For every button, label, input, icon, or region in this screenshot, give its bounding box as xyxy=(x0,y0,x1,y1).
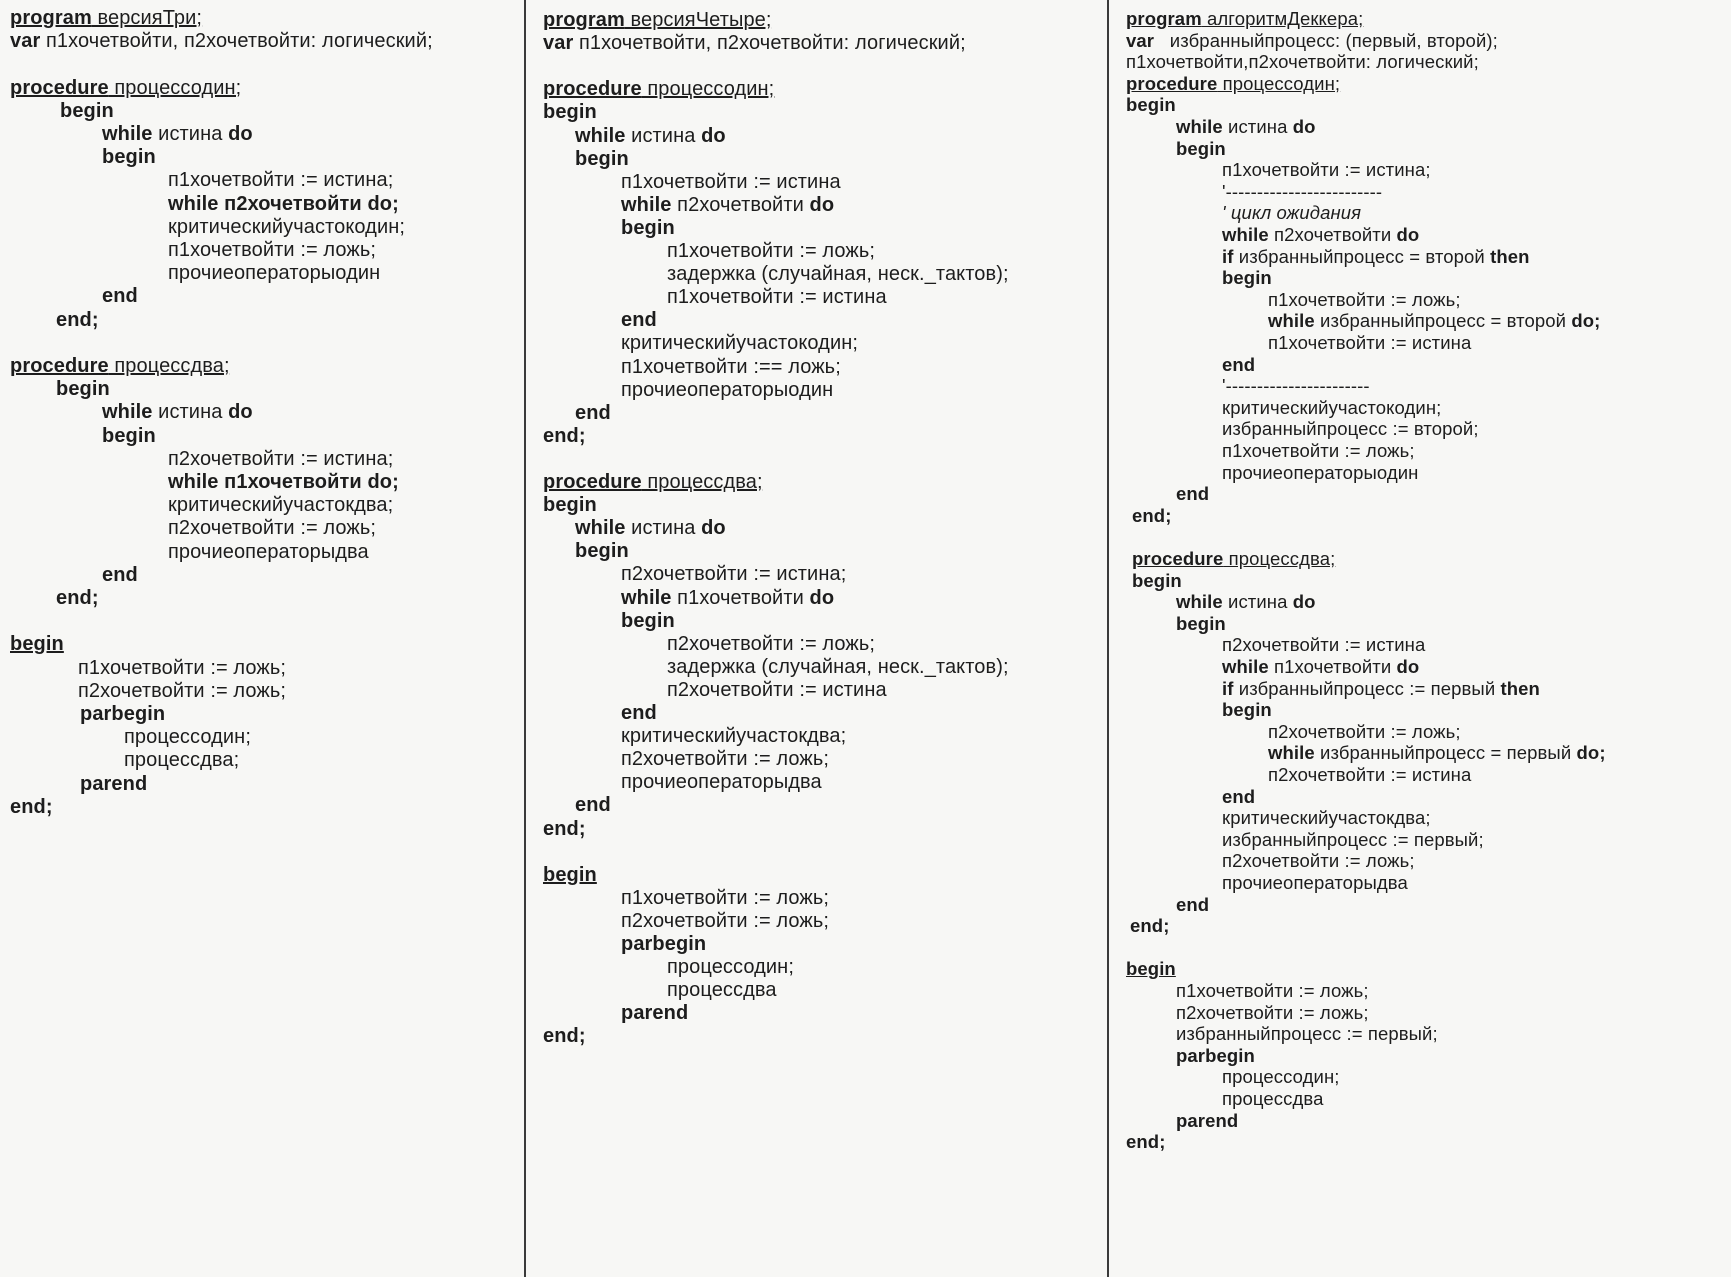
code-line xyxy=(1176,612,1226,634)
code-keyword: parbegin xyxy=(1176,1044,1255,1066)
code-keyword: while xyxy=(1176,116,1223,137)
code-text: критическийучастокдва; xyxy=(621,725,847,748)
code-line xyxy=(1126,29,1498,51)
code-line xyxy=(10,356,230,376)
code-text: п1хочетвойти xyxy=(1268,656,1397,677)
code-text: п2хочетвойти := ложь; xyxy=(1222,850,1415,872)
code-line xyxy=(102,402,253,422)
code-line xyxy=(621,172,841,192)
code-keyword: var xyxy=(543,32,574,55)
code-line xyxy=(621,310,657,330)
code-keyword: while xyxy=(621,193,672,216)
code-keyword: while п2хочетвойти do; xyxy=(168,192,399,215)
code-text: п2хочетвойти := истина xyxy=(1268,764,1472,785)
code-line xyxy=(543,472,763,492)
code-text: избранныйпроцесс = второй xyxy=(1233,245,1491,267)
code-text: п1хочетвойти,п2хочетвойти: логический; xyxy=(1126,51,1479,73)
code-line xyxy=(621,888,829,908)
code-keyword: do xyxy=(1292,591,1316,613)
code-line xyxy=(168,472,399,492)
code-keyword: while xyxy=(1268,310,1315,332)
code-line xyxy=(56,310,99,330)
code-keyword: procedure xyxy=(543,471,642,493)
code-line xyxy=(543,865,597,885)
code-text: п1хочетвойти := истина; xyxy=(1222,159,1431,181)
code-line xyxy=(124,727,251,747)
code-keyword: begin xyxy=(543,494,597,517)
code-line xyxy=(1126,960,1176,979)
code-text: процессодин; xyxy=(124,726,251,749)
code-line xyxy=(124,750,239,770)
code-line xyxy=(168,518,376,538)
code-keyword: while xyxy=(575,517,626,540)
code-line xyxy=(102,565,138,585)
code-keyword: end; xyxy=(1130,915,1170,937)
code-line xyxy=(168,495,393,515)
code-keyword: program xyxy=(1126,8,1202,29)
code-keyword: end xyxy=(1222,785,1256,807)
code-keyword: begin xyxy=(543,863,597,886)
code-line xyxy=(168,263,380,283)
code-text: п2хочетвойти := истина xyxy=(1222,634,1426,656)
code-line xyxy=(1176,485,1209,504)
code-keyword: do xyxy=(809,586,835,609)
code-line xyxy=(1222,353,1256,375)
code-line xyxy=(621,195,834,215)
code-text: п1хочетвойти := истина xyxy=(621,170,841,193)
code-text: п1хочетвойти :== ложь; xyxy=(621,355,841,378)
code-text: п1хочетвойти := ложь; xyxy=(1176,980,1369,1001)
code-text: истина xyxy=(152,123,229,145)
code-text: ' цикл ожидания xyxy=(1222,202,1362,224)
code-line xyxy=(543,10,772,30)
code-line xyxy=(621,703,657,723)
code-line xyxy=(1268,312,1600,331)
code-line xyxy=(667,287,887,307)
code-text: '------------------------- xyxy=(1222,180,1383,202)
code-keyword: procedure xyxy=(543,78,642,101)
code-line xyxy=(667,657,1009,677)
code-keyword: begin xyxy=(1176,137,1226,159)
code-keyword: end xyxy=(575,794,611,817)
code-keyword: begin xyxy=(1222,267,1272,289)
code-line xyxy=(10,8,202,28)
code-keyword: end; xyxy=(543,424,586,447)
code-text: п1хочетвойти, п2хочетвойти: логический; xyxy=(573,32,966,55)
code-line xyxy=(621,564,846,584)
code-line xyxy=(80,704,165,724)
code-line xyxy=(1126,53,1479,72)
code-text: избранныйпроцесс: (первый, второй); xyxy=(1154,29,1498,51)
code-line xyxy=(1132,550,1335,569)
code-text: п2хочетвойти := ложь; xyxy=(78,679,287,702)
code-line xyxy=(621,726,846,746)
code-text: п1хочетвойти := истина; xyxy=(168,169,394,192)
code-line xyxy=(575,518,726,538)
code-text: истина xyxy=(1222,116,1293,137)
code-text: критическийучастокодин; xyxy=(168,215,406,238)
code-keyword: begin xyxy=(1176,612,1226,634)
code-keyword: procedure xyxy=(10,76,109,99)
code-line xyxy=(543,33,966,53)
code-keyword: parbegin xyxy=(80,703,166,725)
code-keyword: do xyxy=(1396,224,1420,245)
code-keyword: begin xyxy=(102,146,156,169)
code-line xyxy=(621,588,834,608)
code-line xyxy=(1222,785,1256,807)
code-line xyxy=(1126,1133,1165,1152)
code-keyword: end xyxy=(621,702,657,724)
code-keyword: program xyxy=(543,9,625,31)
code-keyword: procedure xyxy=(10,355,109,377)
code-keyword: do xyxy=(1292,116,1316,137)
code-text: п2хочетвойти := ложь; xyxy=(1176,1001,1369,1023)
column-divider xyxy=(1107,0,1109,1277)
code-line xyxy=(543,495,597,515)
code-text: п1хочетвойти := ложь; xyxy=(667,240,876,262)
code-line xyxy=(621,911,829,931)
code-keyword: end xyxy=(102,563,138,586)
code-keyword: begin xyxy=(56,378,110,401)
code-keyword: if xyxy=(1222,677,1234,699)
code-line xyxy=(1222,636,1425,655)
code-text: прочиеоператорыодин xyxy=(621,378,834,401)
code-line xyxy=(168,170,393,190)
code-keyword: end; xyxy=(1132,504,1172,526)
code-line xyxy=(1222,874,1408,893)
code-text: прочиеоператорыдва xyxy=(168,540,369,563)
code-keyword: begin xyxy=(10,633,64,656)
code-text: п1хочетвойти := ложь; xyxy=(1268,288,1461,310)
code-line xyxy=(1126,96,1176,115)
code-line xyxy=(1222,809,1431,828)
code-text: истина xyxy=(1222,591,1293,613)
code-keyword: begin xyxy=(1126,958,1176,980)
code-line xyxy=(621,218,675,238)
code-text: п1хочетвойти := ложь; xyxy=(168,239,377,261)
code-text: п1хочетвойти := истина xyxy=(1268,332,1472,353)
code-line xyxy=(10,797,53,817)
code-line xyxy=(1176,1001,1369,1023)
code-line xyxy=(1176,118,1316,137)
code-keyword: do xyxy=(809,193,835,216)
code-line xyxy=(543,426,586,446)
code-line xyxy=(1268,334,1471,353)
code-keyword: end; xyxy=(56,308,99,331)
code-line xyxy=(1126,72,1341,94)
code-line xyxy=(10,634,64,654)
code-line xyxy=(621,1003,688,1023)
code-keyword: while xyxy=(1268,742,1315,764)
code-line xyxy=(1222,658,1419,677)
code-line xyxy=(80,774,147,794)
code-line xyxy=(1222,420,1479,439)
code-keyword: then xyxy=(1490,245,1530,267)
code-keyword: while xyxy=(1176,591,1223,613)
code-keyword: end; xyxy=(543,1025,586,1048)
code-line xyxy=(78,681,286,701)
code-text: избранныйпроцесс := второй; xyxy=(1222,418,1479,440)
code-line xyxy=(102,286,138,306)
code-line xyxy=(1222,852,1415,871)
code-text: избранныйпроцесс = первый xyxy=(1314,742,1577,764)
code-line xyxy=(543,1026,586,1046)
code-text: процессодин; xyxy=(667,956,794,979)
code-text: избранныйпроцесс := первый; xyxy=(1176,1023,1438,1045)
code-keyword: end xyxy=(1222,353,1256,375)
code-text: критическийучастокдва; xyxy=(168,494,394,517)
code-keyword: program xyxy=(10,7,92,29)
code-keyword: do xyxy=(701,517,726,540)
code-line xyxy=(168,194,399,214)
code-text: процессдва; xyxy=(641,471,763,493)
code-keyword: while xyxy=(1222,224,1269,245)
code-line xyxy=(1132,504,1172,526)
code-keyword: end; xyxy=(56,587,99,609)
code-keyword: var xyxy=(1126,29,1155,51)
code-line xyxy=(1176,982,1369,1001)
code-line xyxy=(667,264,1009,284)
code-text: п2хочетвойти := ложь; xyxy=(621,748,830,771)
code-line xyxy=(1176,1025,1438,1044)
code-line xyxy=(168,240,376,260)
code-text: п1хочетвойти := ложь; xyxy=(78,656,287,679)
code-keyword: end; xyxy=(10,795,53,818)
code-keyword: procedure xyxy=(1132,548,1224,569)
code-text: процессдва; xyxy=(108,355,230,377)
code-line xyxy=(1176,593,1316,612)
code-keyword: then xyxy=(1500,677,1540,699)
code-text: истина xyxy=(625,517,702,540)
code-text: прочиеоператорыодин xyxy=(168,262,381,285)
code-line xyxy=(575,149,629,169)
code-text: п2хочетвойти xyxy=(671,193,810,216)
code-line xyxy=(1222,204,1361,223)
code-line xyxy=(1130,917,1169,936)
code-line xyxy=(168,542,369,562)
code-text: процессдва xyxy=(1222,1088,1324,1109)
code-line xyxy=(621,611,675,631)
code-line xyxy=(1222,396,1442,418)
code-text: п2хочетвойти := ложь; xyxy=(1268,720,1461,742)
code-line xyxy=(621,749,829,769)
code-text: прочиеоператорыдва xyxy=(621,771,822,794)
code-line xyxy=(543,819,586,839)
code-line xyxy=(102,147,156,167)
code-line xyxy=(621,380,833,400)
code-line xyxy=(1222,461,1419,483)
code-line xyxy=(78,658,286,678)
code-text: процессдва xyxy=(667,979,777,1002)
code-text: процессодин; xyxy=(1222,1066,1340,1088)
code-keyword: begin xyxy=(543,101,597,124)
code-text: истина xyxy=(152,401,229,424)
code-text: процессодин; xyxy=(641,78,775,101)
code-line xyxy=(60,101,114,121)
code-line xyxy=(667,241,875,261)
code-line xyxy=(1132,569,1182,591)
code-keyword: while xyxy=(621,586,672,609)
code-line xyxy=(1222,677,1540,699)
code-text: п2хочетвойти := истина; xyxy=(621,563,847,586)
code-text: версияТри; xyxy=(91,7,203,29)
code-text: п2хочетвойти := истина xyxy=(667,678,887,701)
code-text: п2хочетвойти := истина; xyxy=(168,447,394,470)
code-text: алгоритмДеккера; xyxy=(1201,8,1364,29)
code-keyword: begin xyxy=(575,147,629,170)
code-keyword: begin xyxy=(102,424,156,447)
code-line xyxy=(1268,288,1461,310)
code-keyword: do xyxy=(1396,656,1420,677)
code-line xyxy=(543,79,774,99)
code-line xyxy=(1222,226,1419,245)
code-keyword: while xyxy=(102,401,153,424)
code-line xyxy=(1222,1068,1340,1087)
code-line xyxy=(102,426,156,446)
code-text: п1хочетвойти, п2хочетвойти: логический; xyxy=(40,30,433,53)
code-line xyxy=(1126,10,1363,29)
code-text: версияЧетыре; xyxy=(624,9,772,31)
code-line xyxy=(1176,1044,1255,1066)
code-keyword: parbegin xyxy=(621,933,707,955)
code-keyword: parend xyxy=(621,1002,689,1025)
code-keyword: do xyxy=(228,123,253,145)
code-text: процессдва; xyxy=(1223,548,1336,569)
code-line xyxy=(1268,766,1471,785)
code-text: п1хочетвойти := ложь; xyxy=(621,886,830,909)
code-line xyxy=(56,588,99,608)
code-line xyxy=(10,78,241,98)
code-text: избранныйпроцесс = второй xyxy=(1314,310,1572,332)
code-keyword: end xyxy=(1176,893,1210,915)
code-line xyxy=(621,333,858,353)
code-keyword: end; xyxy=(1126,1131,1166,1153)
code-text: критическийучастокодин; xyxy=(621,332,859,355)
code-line xyxy=(1222,701,1272,720)
code-keyword: end xyxy=(621,309,657,332)
code-text: критическийучастокдва; xyxy=(1222,807,1431,829)
code-text: процессодин; xyxy=(108,76,242,99)
code-text: истина xyxy=(625,124,702,147)
code-line xyxy=(1268,744,1606,763)
code-line xyxy=(1222,377,1370,396)
code-keyword: end xyxy=(1176,483,1210,505)
code-line xyxy=(1222,828,1484,850)
code-line xyxy=(575,126,726,146)
code-line xyxy=(621,934,706,954)
code-keyword: while п1хочетвойти do; xyxy=(168,471,399,493)
code-keyword: end xyxy=(575,401,611,424)
code-text: п2хочетвойти := ложь; xyxy=(667,632,876,655)
code-keyword: begin xyxy=(60,99,114,122)
code-text: п1хочетвойти := истина xyxy=(667,286,887,309)
code-line xyxy=(575,403,611,423)
code-line xyxy=(1222,442,1415,461)
code-line xyxy=(168,449,393,469)
code-line xyxy=(1222,1090,1323,1109)
code-text: задержка (случайная, неск._тактов); xyxy=(667,263,1009,286)
code-line xyxy=(667,634,875,654)
code-text: '----------------------- xyxy=(1222,375,1370,397)
code-text: п1хочетвойти := ложь; xyxy=(1222,440,1415,461)
code-text: процессдва; xyxy=(124,749,240,772)
code-line xyxy=(621,772,822,792)
code-keyword: parend xyxy=(1176,1109,1239,1131)
code-line xyxy=(1222,161,1431,180)
code-keyword: end; xyxy=(543,817,586,840)
code-text: критическийучастокодин; xyxy=(1222,396,1442,418)
code-keyword: begin xyxy=(621,216,675,239)
code-line xyxy=(10,31,433,51)
code-line xyxy=(667,680,887,700)
code-keyword: do; xyxy=(1571,310,1601,332)
code-line xyxy=(1222,269,1272,288)
code-line xyxy=(575,795,611,815)
code-line xyxy=(1268,720,1461,742)
code-text: избранныйпроцесс := первый xyxy=(1233,677,1501,699)
code-keyword: while xyxy=(575,124,626,147)
code-text: избранныйпроцесс := первый; xyxy=(1222,828,1484,850)
code-line xyxy=(575,541,629,561)
code-text: п2хочетвойти xyxy=(1268,224,1397,245)
code-keyword: begin xyxy=(1222,699,1272,721)
code-keyword: var xyxy=(10,30,41,53)
code-keyword: begin xyxy=(1126,94,1176,116)
code-text: прочиеоператорыдва xyxy=(1222,872,1408,893)
code-line xyxy=(102,124,253,144)
code-line xyxy=(1176,137,1226,159)
code-keyword: begin xyxy=(1132,569,1182,591)
code-keyword: while xyxy=(102,123,153,145)
code-keyword: begin xyxy=(575,540,629,563)
code-line xyxy=(56,379,110,399)
code-line xyxy=(667,980,777,1000)
column-divider xyxy=(524,0,526,1277)
code-text: п1хочетвойти xyxy=(671,586,810,609)
code-text: прочиеоператорыодин xyxy=(1222,461,1419,483)
code-text: п2хочетвойти := ложь; xyxy=(168,517,377,540)
code-keyword: if xyxy=(1222,245,1234,267)
code-line xyxy=(1176,1109,1239,1131)
code-keyword: while xyxy=(1222,656,1269,677)
code-keyword: parend xyxy=(80,772,148,795)
code-line xyxy=(1222,245,1530,267)
code-text: процессодин; xyxy=(1217,72,1341,94)
code-line xyxy=(168,217,405,237)
code-text: п2хочетвойти := ложь; xyxy=(621,909,830,932)
code-line xyxy=(1222,180,1383,202)
code-line xyxy=(667,957,794,977)
code-keyword: begin xyxy=(621,609,675,632)
code-keyword: do xyxy=(701,124,726,147)
code-line xyxy=(543,102,597,122)
code-keyword: end xyxy=(102,285,138,308)
code-line xyxy=(1176,893,1210,915)
code-keyword: do xyxy=(228,401,253,424)
code-keyword: do; xyxy=(1576,742,1606,764)
code-text: задержка (случайная, неск._тактов); xyxy=(667,655,1009,678)
code-keyword: procedure xyxy=(1126,72,1218,94)
code-line xyxy=(621,357,841,377)
